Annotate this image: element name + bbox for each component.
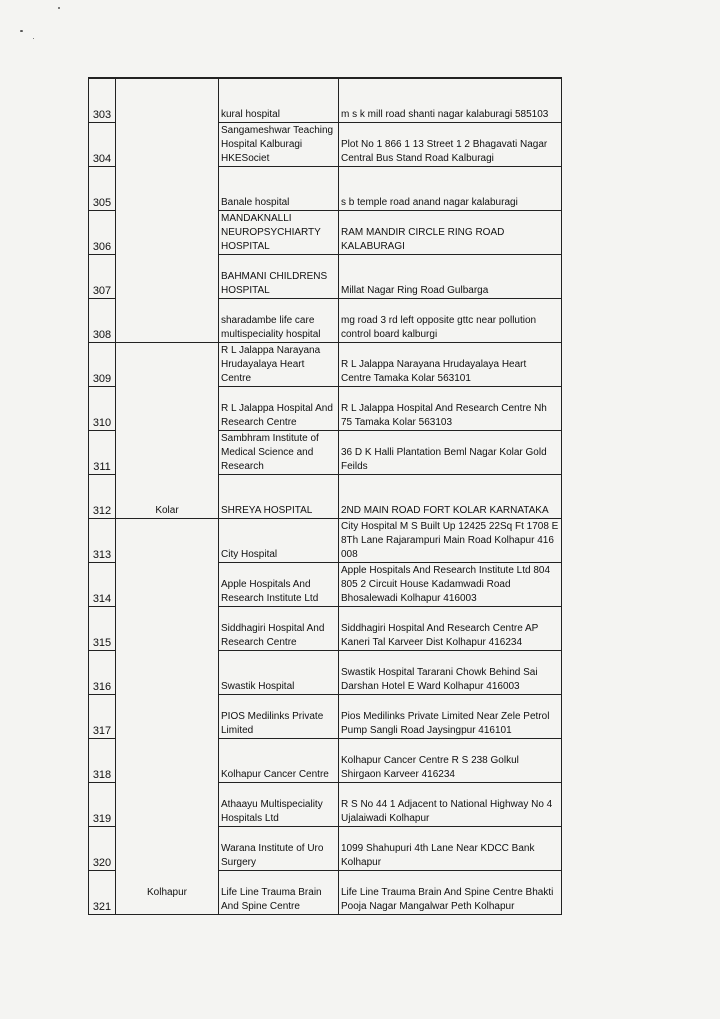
row-number: 314	[89, 562, 116, 606]
hospital-address: R L Jalappa Narayana Hrudayalaya Heart Centre Tamaka Kolar 563101	[339, 342, 562, 386]
hospital-name: R L Jalappa Narayana Hrudayalaya Heart Centre	[219, 342, 339, 386]
hospital-address: m s k mill road shanti nagar kalaburagi 585103	[339, 78, 562, 122]
hospital-name: Kolhapur Cancer Centre	[219, 738, 339, 782]
hospital-address: Pios Medilinks Private Limited Near Zele Petrol Pump Sangli Road Jaysingpur 416101	[339, 694, 562, 738]
hospital-name: Sangameshwar Teaching Hospital Kalburagi HKESociet	[219, 122, 339, 166]
row-number: 320	[89, 826, 116, 870]
row-number: 318	[89, 738, 116, 782]
row-number: 307	[89, 254, 116, 298]
hospital-name: kural hospital	[219, 78, 339, 122]
hospital-name: MANDAKNALLI NEUROPSYCHIARTY HOSPITAL	[219, 210, 339, 254]
hospital-address: City Hospital M S Built Up 12425 22Sq Ft 1708 E 8Th Lane Rajarampuri Main Road Kolhapur 416 008	[339, 518, 562, 562]
hospital-name: Apple Hospitals And Research Institute Ltd	[219, 562, 339, 606]
hospital-address: Kolhapur Cancer Centre R S 238 Golkul Shirgaon Karveer 416234	[339, 738, 562, 782]
hospital-address: R L Jalappa Hospital And Research Centre Nh 75 Tamaka Kolar 563103	[339, 386, 562, 430]
hospital-table	[88, 77, 562, 915]
hospital-address: R S No 44 1 Adjacent to National Highway No 4 Ujalaiwadi Kolhapur	[339, 782, 562, 826]
hospital-address: RAM MANDIR CIRCLE RING ROAD KALABURAGI	[339, 210, 562, 254]
district-kolhapur: Kolhapur	[116, 518, 219, 914]
row-number: 305	[89, 166, 116, 210]
row-number: 316	[89, 650, 116, 694]
row-number: 319	[89, 782, 116, 826]
hospital-name: Banale hospital	[219, 166, 339, 210]
hospital-name: PIOS Medilinks Private Limited	[219, 694, 339, 738]
hospital-name: Swastik Hospital	[219, 650, 339, 694]
hospital-address: mg road 3 rd left opposite gttc near pollution control board kalburgi	[339, 298, 562, 342]
district-kolar: Kolar	[116, 342, 219, 518]
row-number: 315	[89, 606, 116, 650]
row-number: 303	[89, 78, 116, 122]
row-number: 312	[89, 474, 116, 518]
hospital-name: R L Jalappa Hospital And Research Centre	[219, 386, 339, 430]
table-row	[89, 342, 562, 386]
row-number: 310	[89, 386, 116, 430]
row-number: 306	[89, 210, 116, 254]
hospital-address: Siddhagiri Hospital And Research Centre AP Kaneri Tal Karveer Dist Kolhapur 416234	[339, 606, 562, 650]
hospital-name: Sambhram Institute of Medical Science and Research	[219, 430, 339, 474]
table-row	[89, 518, 562, 562]
hospital-name: Siddhagiri Hospital And Research Centre	[219, 606, 339, 650]
hospital-address: s b temple road anand nagar kalaburagi	[339, 166, 562, 210]
row-number: 304	[89, 122, 116, 166]
row-number: 309	[89, 342, 116, 386]
row-number: 311	[89, 430, 116, 474]
hospital-address: 36 D K Halli Plantation Beml Nagar Kolar Gold Feilds	[339, 430, 562, 474]
table-row	[89, 78, 562, 122]
hospital-name: Life Line Trauma Brain And Spine Centre	[219, 870, 339, 914]
hospital-address: Millat Nagar Ring Road Gulbarga	[339, 254, 562, 298]
row-number: 308	[89, 298, 116, 342]
row-number: 317	[89, 694, 116, 738]
district-cell-empty	[116, 78, 219, 342]
hospital-name: SHREYA HOSPITAL	[219, 474, 339, 518]
hospital-name: City Hospital	[219, 518, 339, 562]
hospital-name: BAHMANI CHILDRENS HOSPITAL	[219, 254, 339, 298]
hospital-address: Swastik Hospital Tararani Chowk Behind Sai Darshan Hotel E Ward Kolhapur 416003	[339, 650, 562, 694]
hospital-name: Warana Institute of Uro Surgery	[219, 826, 339, 870]
row-number: 321	[89, 870, 116, 914]
hospital-name: Athaayu Multispeciality Hospitals Ltd	[219, 782, 339, 826]
hospital-address: Plot No 1 866 1 13 Street 1 2 Bhagavati Nagar Central Bus Stand Road Kalburagi	[339, 122, 562, 166]
hospital-address: 1099 Shahupuri 4th Lane Near KDCC Bank Kolhapur	[339, 826, 562, 870]
hospital-address: Life Line Trauma Brain And Spine Centre Bhakti Pooja Nagar Mangalwar Peth Kolhapur	[339, 870, 562, 914]
row-number: 313	[89, 518, 116, 562]
hospital-address: Apple Hospitals And Research Institute Ltd 804 805 2 Circuit House Kadamwadi Road Bhosalewadi Kolhapur 416003	[339, 562, 562, 606]
hospital-address: 2ND MAIN ROAD FORT KOLAR KARNATAKA	[339, 474, 562, 518]
hospital-name: sharadambe life care multispeciality hospital	[219, 298, 339, 342]
